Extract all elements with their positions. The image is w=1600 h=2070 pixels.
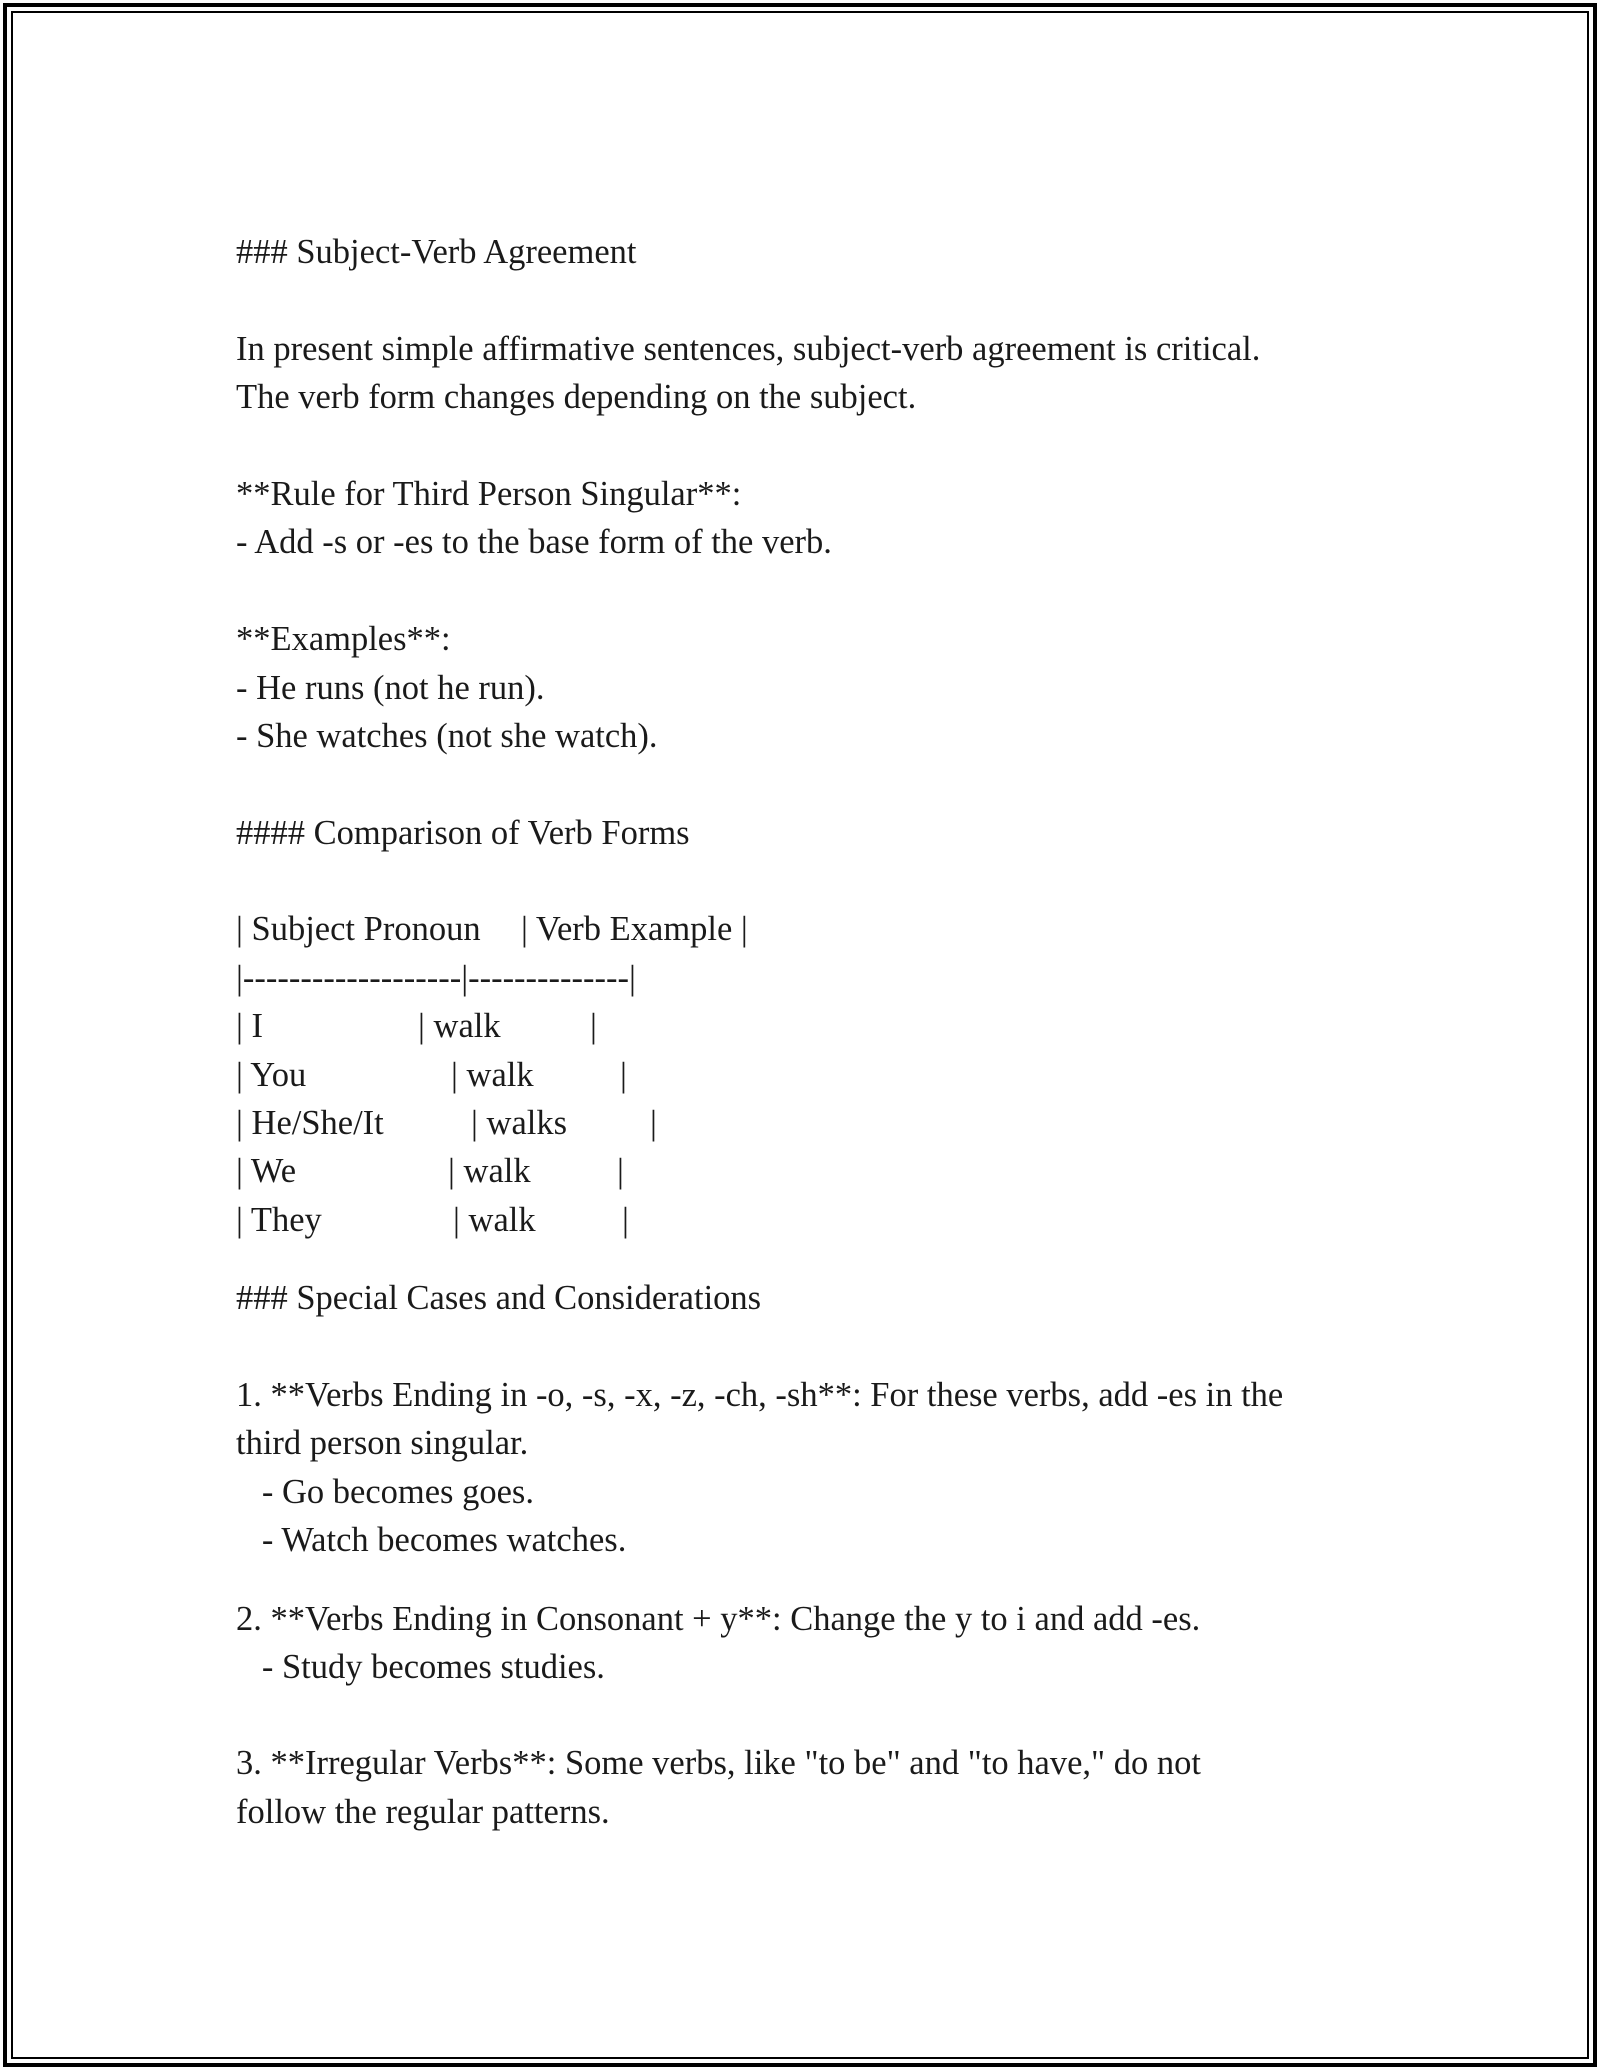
case-line: 2. **Verbs Ending in Consonant + y**: Change the y to i and add -es.	[236, 1599, 1201, 1638]
table-header-cell: | Subject Pronoun	[236, 910, 481, 949]
case-subitem: - Study becomes studies.	[236, 1647, 605, 1686]
table-row	[236, 1002, 1386, 1050]
table-row	[236, 1196, 1386, 1244]
table-header-cell: | Verb Example |	[521, 910, 748, 949]
intro-line: The verb form changes depending on the subject.	[236, 378, 917, 417]
table-header-row	[236, 905, 1386, 953]
table-cell-pronoun: | We	[236, 1152, 297, 1191]
table-row	[236, 1147, 1386, 1195]
table-cell-end: |	[620, 1055, 627, 1094]
heading-comparison-of-verb-forms: #### Comparison of Verb Forms	[236, 813, 690, 852]
table-cell-end: |	[650, 1104, 657, 1143]
case-line: follow the regular patterns.	[236, 1792, 610, 1831]
case-line: 1. **Verbs Ending in -o, -s, -x, -z, -ch, -sh**: For these verbs, add -es in the	[236, 1375, 1284, 1414]
table-cell-pronoun: | They	[236, 1200, 322, 1239]
case-line: third person singular.	[236, 1424, 529, 1463]
heading-subject-verb-agreement: ### Subject-Verb Agreement	[236, 233, 637, 271]
table-row	[236, 1051, 1386, 1099]
intro-line: In present simple affirmative sentences, subject-verb agreement is critical.	[236, 329, 1261, 368]
table-cell-verb: | walk	[448, 1152, 531, 1191]
document-body	[236, 228, 1386, 1836]
table-cell-pronoun: | I	[236, 1007, 264, 1046]
example-item: - She watches (not she watch).	[236, 716, 658, 755]
rule-text: - Add -s or -es to the base form of the verb.	[236, 523, 832, 562]
table-separator-row: |-------------------|--------------|	[236, 958, 636, 997]
table-cell-end: |	[590, 1007, 597, 1046]
table-cell-pronoun: | He/She/It	[236, 1104, 384, 1143]
table-cell-verb: | walk	[418, 1007, 501, 1046]
case-subitem: - Watch becomes watches.	[236, 1521, 627, 1560]
heading-special-cases: ### Special Cases and Considerations	[236, 1279, 762, 1318]
example-item: - He runs (not he run).	[236, 668, 545, 707]
table-cell-verb: | walks	[471, 1104, 568, 1143]
table-cell-verb: | walk	[453, 1200, 536, 1239]
table-cell-end: |	[617, 1152, 624, 1191]
rule-title: **Rule for Third Person Singular**:	[236, 474, 742, 513]
table-cell-pronoun: | You	[236, 1055, 307, 1094]
table-cell-end: |	[622, 1200, 629, 1239]
examples-title: **Examples**:	[236, 620, 451, 659]
table-cell-verb: | walk	[451, 1055, 534, 1094]
case-2	[236, 1595, 1386, 1692]
case-subitem: - Go becomes goes.	[236, 1472, 534, 1511]
case-line: 3. **Irregular Verbs**: Some verbs, like "to be" and "to have," do not	[236, 1744, 1201, 1783]
verb-forms-table	[236, 905, 1386, 1244]
case-3	[236, 1739, 1386, 1836]
table-row	[236, 1099, 1386, 1147]
case-1	[236, 1371, 1386, 1565]
